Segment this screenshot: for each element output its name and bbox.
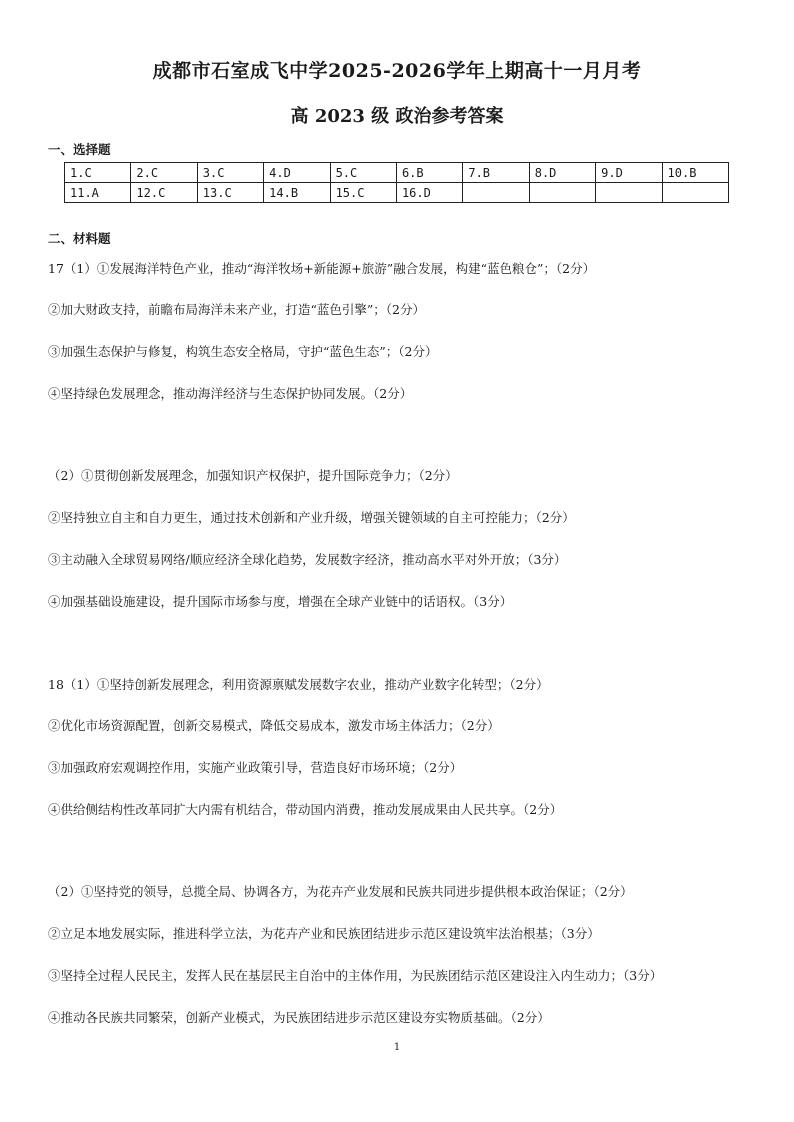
- table-cell: 14.B: [264, 183, 330, 203]
- table-cell: 13.C: [197, 183, 263, 203]
- table-cell: 10.B: [662, 163, 728, 183]
- answer-line: ③加强生态保护与修复，构筑生态安全格局，守护“蓝色生态”；（2分）: [48, 344, 438, 359]
- answer-line: ④推动各民族共同繁荣，创新产业模式，为民族团结进步示范区建设夯实物质基础。（2分）: [48, 1010, 550, 1025]
- table-cell: 12.C: [131, 183, 197, 203]
- answer-line: 18（1）①坚持创新发展理念，利用资源禀赋发展数字农业，推动产业数字化转型；（2分）: [48, 677, 549, 692]
- table-cell: 15.C: [330, 183, 396, 203]
- answer-line: ③主动融入全球贸易网络/顺应经济全球化趋势，发展数字经济，推动高水平对外开放；（3分）: [48, 552, 567, 567]
- answer-line: ②优化市场资源配置，创新交易模式，降低交易成本，激发市场主体活力；（2分）: [48, 718, 500, 733]
- table-cell: 5.C: [330, 163, 396, 183]
- table-cell: 8.D: [529, 163, 595, 183]
- answer-line: ④加强基础设施建设，提升国际市场参与度，增强在全球产业链中的话语权。（3分）: [48, 594, 513, 609]
- page-number: 1: [393, 1042, 401, 1053]
- answer-line: （2）①坚持党的领导，总揽全局、协调各方，为花卉产业发展和民族共同进步提供根本政治保证；（2分）: [48, 884, 633, 899]
- answer-line: ④供给侧结构性改革同扩大内需有机结合，带动国内消费，推动发展成果由人民共享。（2分）: [48, 802, 563, 817]
- answer-line: ③加强政府宏观调控作用，实施产业政策引导，营造良好市场环境；（2分）: [48, 760, 463, 775]
- answer-line: ②加大财政支持，前瞻布局海洋未来产业，打造“蓝色引擎”；（2分）: [48, 302, 425, 317]
- table-cell: 3.C: [197, 163, 263, 183]
- table-cell: 4.D: [264, 163, 330, 183]
- table-cell: [596, 183, 662, 203]
- answer-line: ②坚持独立自主和自力更生，通过技术创新和产业升级，增强关键领域的自主可控能力；（2分）: [48, 510, 575, 525]
- table-cell: [463, 183, 529, 203]
- document-title: 成都市石室成飞中学2025-2026学年上期高十一月月考: [152, 60, 642, 82]
- section-heading-choice: 一、选择题: [48, 142, 111, 157]
- table-cell: [662, 183, 728, 203]
- document-subtitle: 高 2023 级 政治参考答案: [290, 106, 504, 127]
- answer-line: ③坚持全过程人民民主，发挥人民在基层民主自治中的主体作用，为民族团结示范区建设注入内生动力；（3分）: [48, 968, 663, 983]
- table-cell: [529, 183, 595, 203]
- answer-line: ②立足本地发展实际，推进科学立法，为花卉产业和民族团结进步示范区建设筑牢法治根基；（3分）: [48, 926, 600, 941]
- answer-line: 17（1）①发展海洋特色产业，推动“海洋牧场+新能源+旅游”融合发展，构建“蓝色粮仓”；（2分）: [48, 261, 596, 276]
- answer-line: ④坚持绿色发展理念，推动海洋经济与生态保护协同发展。（2分）: [48, 386, 413, 401]
- table-row: [65, 183, 729, 203]
- table-cell: 9.D: [596, 163, 662, 183]
- table-cell: 2.C: [131, 163, 197, 183]
- table-cell: 1.C: [65, 163, 131, 183]
- section-heading-material: 二、材料题: [48, 231, 111, 246]
- table-row: [65, 163, 729, 183]
- answer-table: [64, 162, 729, 203]
- answer-line: （2）①贯彻创新发展理念，加强知识产权保护，提升国际竞争力；（2分）: [48, 468, 458, 483]
- table-cell: 11.A: [65, 183, 131, 203]
- table-cell: 16.D: [396, 183, 462, 203]
- table-cell: 6.B: [396, 163, 462, 183]
- table-cell: 7.B: [463, 163, 529, 183]
